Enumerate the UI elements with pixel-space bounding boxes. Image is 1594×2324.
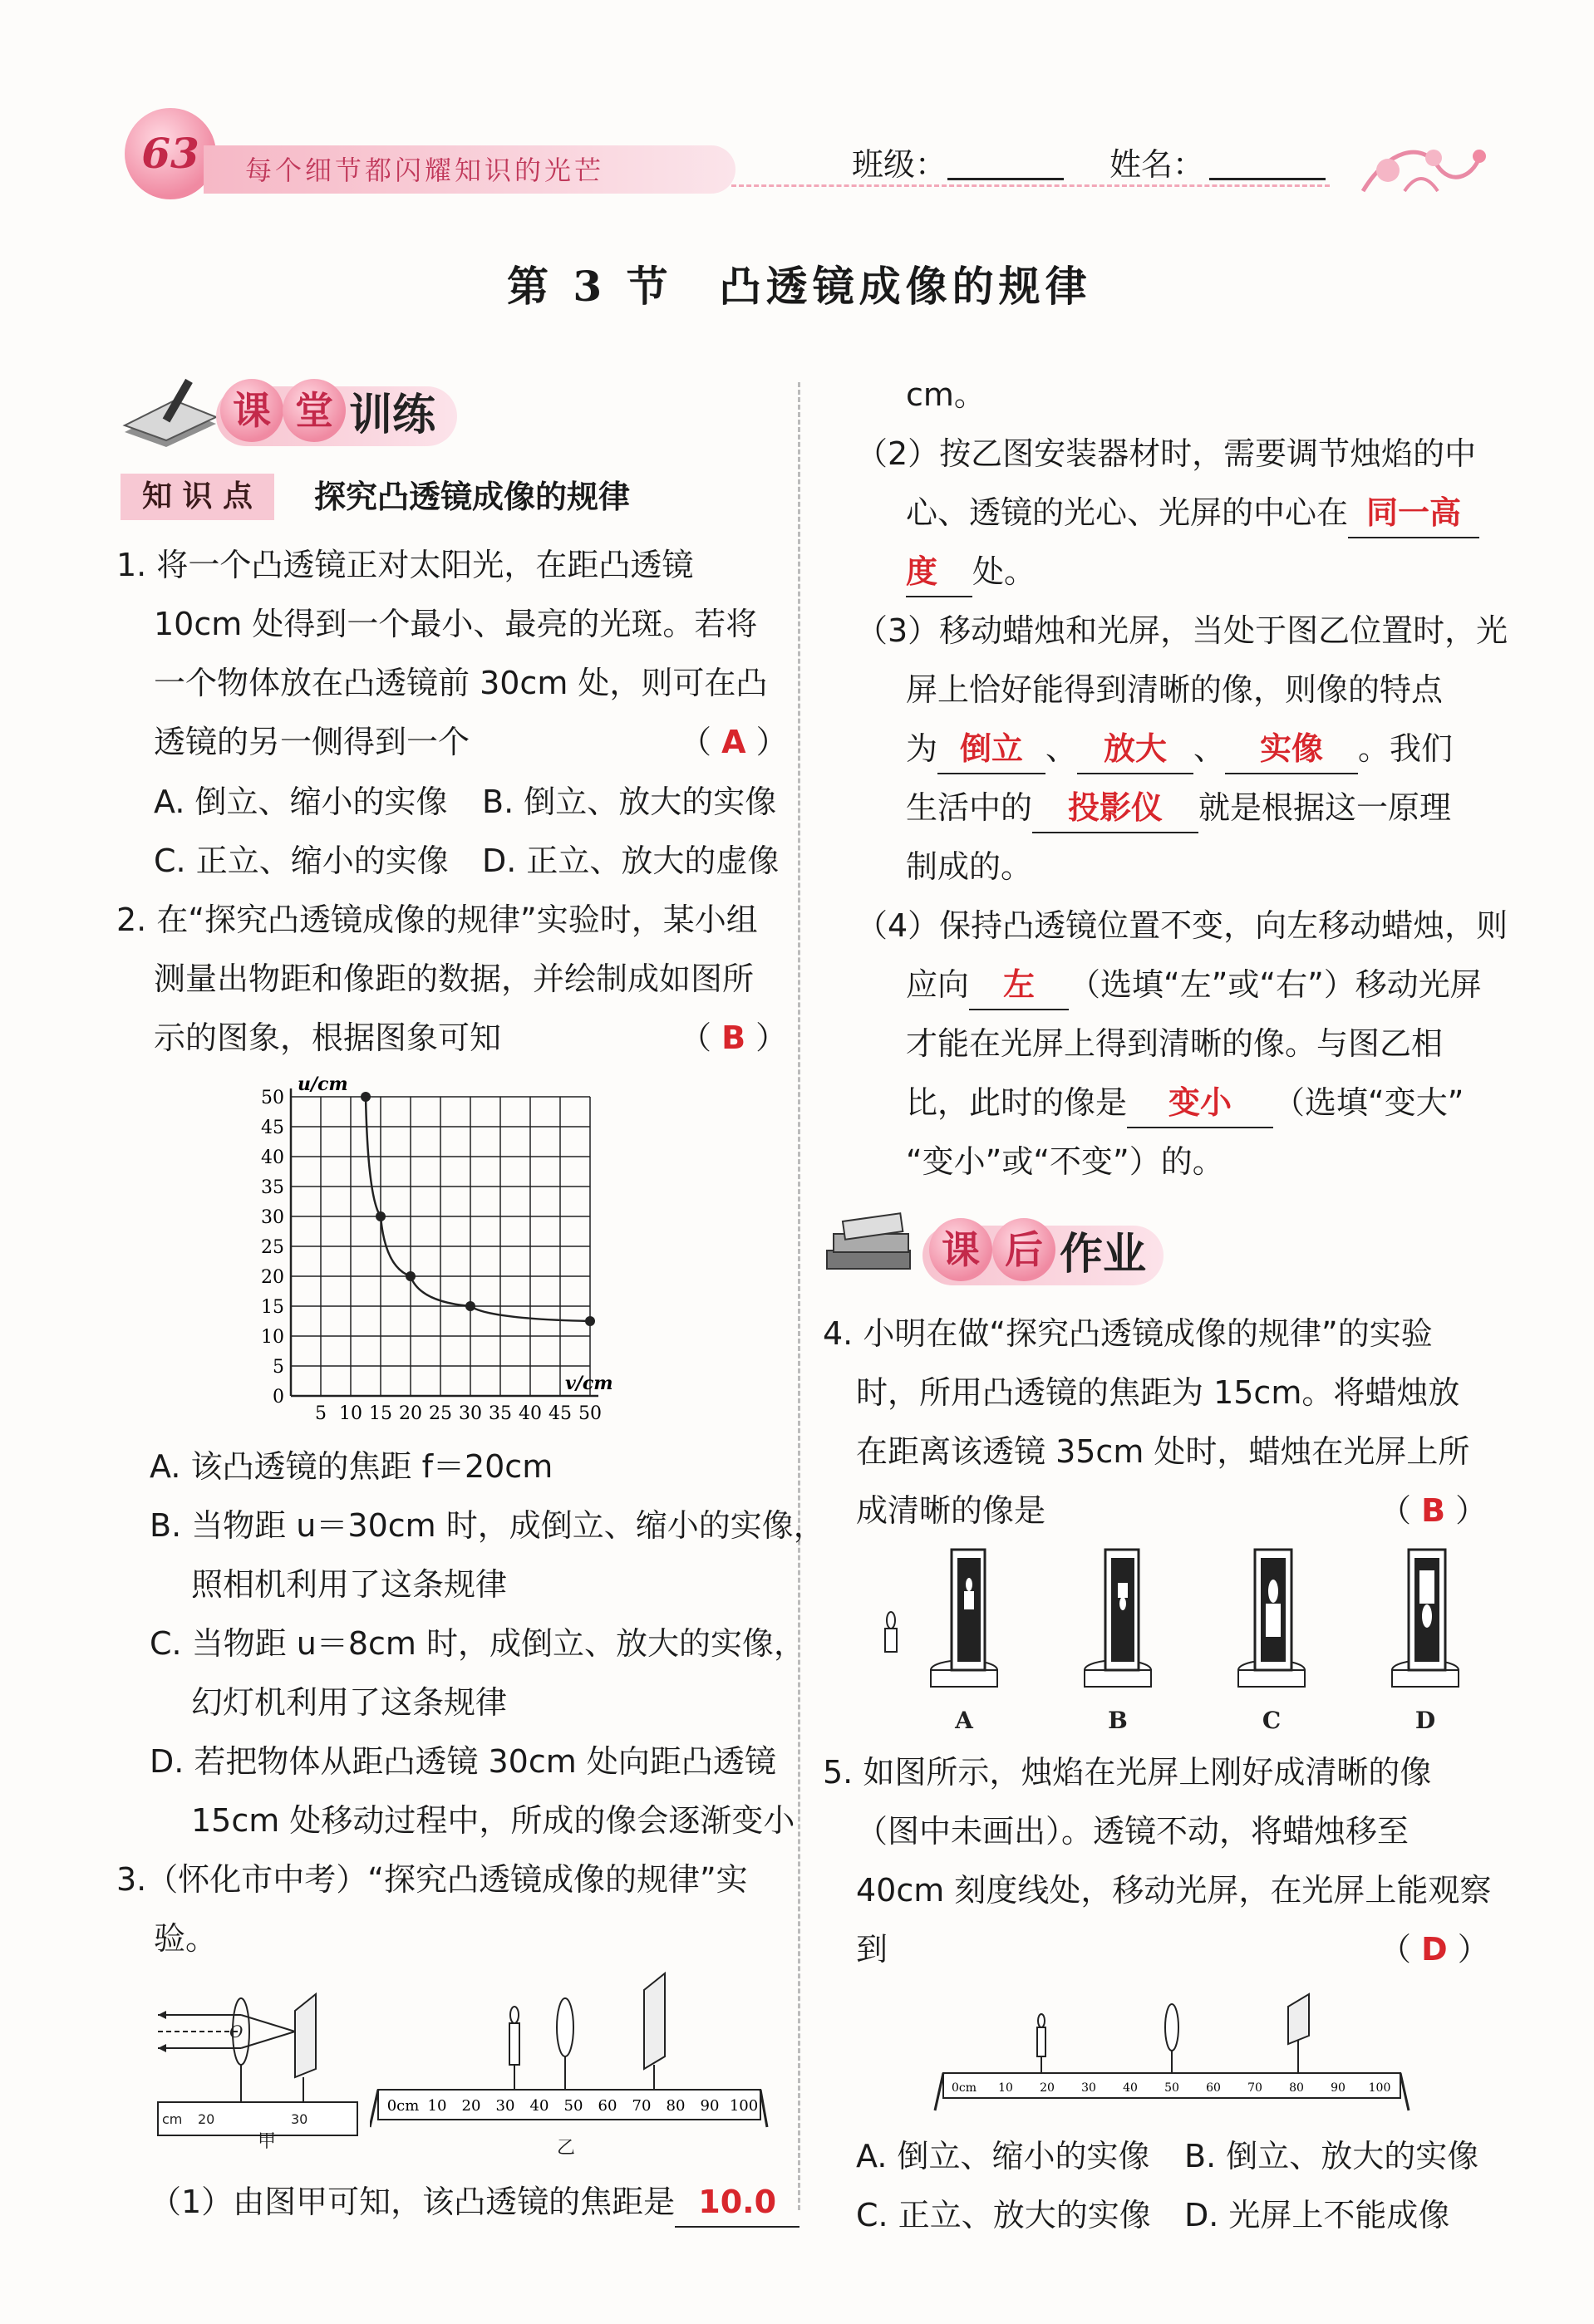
x-tick-label-1: 10 <box>339 1403 362 1424</box>
q3-sub3-answer-4: 投影仪 <box>1032 784 1198 833</box>
q5-ruler-tick-6: 60 <box>1206 2081 1221 2095</box>
q5-line-3: 40cm 刻度线处，移动光屏，在光屏上能观察 <box>856 1872 1492 1909</box>
header-dash-line <box>731 184 1330 187</box>
x-tick-label-0: 5 <box>315 1403 327 1424</box>
q2-answer-paren: （ B ） <box>680 1020 788 1056</box>
figure-jia-caption: 甲 <box>258 2131 277 2152</box>
y-tick-label-5: 25 <box>261 1237 284 1258</box>
uv-graph <box>241 1072 673 1437</box>
x-tick-label-5: 30 <box>459 1403 482 1424</box>
q5-figure <box>931 1990 1413 2115</box>
data-point-4 <box>585 1316 595 1326</box>
ruler-yi-tick-8: 80 <box>666 2097 686 2115</box>
page-title: 第 3 节 凸透镜成像的规律 <box>507 262 1092 311</box>
ruler-yi-tick-10: 100 <box>729 2097 759 2115</box>
y-tick-label-8: 40 <box>261 1147 284 1168</box>
header-slogan: 每个细节都闪耀知识的光芒 <box>245 155 605 186</box>
q3-sub2-line-3: 度 处。 <box>906 543 1036 602</box>
q2-option-d: D. 若把物体从距凸透镜 30cm 处向距凸透镜 <box>150 1743 776 1780</box>
ruler-yi-tick-5: 50 <box>563 2097 583 2115</box>
q4-line-4: 成清晰的像是 <box>856 1492 1046 1529</box>
q5-answer: D <box>1421 1931 1448 1968</box>
ruler-yi-tick-2: 20 <box>461 2097 481 2115</box>
q2-line-1: 2. 在“探究凸透镜成像的规律”实验时，某小组 <box>116 902 758 938</box>
q5-line-1: 5. 如图所示，烛焰在光屏上刚好成清晰的像 <box>823 1754 1432 1791</box>
choice-d-label: D <box>1414 1707 1436 1734</box>
q2-option-a: A. 该凸透镜的焦距 f＝20cm <box>150 1448 553 1485</box>
ruler-yi-tick-4: 40 <box>529 2097 549 2115</box>
q3-sub4-line-5: “变小”或“不变”）的。 <box>906 1143 1224 1180</box>
q2-option-b: B. 当物距 u＝30cm 时，成倒立、缩小的实像， <box>150 1507 825 1544</box>
data-point-0 <box>361 1092 371 1102</box>
choice-c-screen <box>1238 1550 1305 1687</box>
y-tick-label-6: 30 <box>261 1207 284 1228</box>
q3-sub4-line-3: 才能在光屏上得到清晰的像。与图乙相 <box>906 1025 1444 1062</box>
q3-line-2: 验。 <box>154 1920 218 1957</box>
q3-sub3-line-2: 屏上恰好能得到清晰的像，则像的特点 <box>906 671 1444 708</box>
q1-option-b: B. 倒立、放大的实像 <box>482 784 777 820</box>
q1-option-d: D. 正立、放大的虚像 <box>482 843 780 879</box>
floral-ornament-icon <box>1355 133 1496 208</box>
q5-line-2: （图中未画出）。透镜不动，将蜡烛移至 <box>856 1813 1410 1850</box>
q1-option-c: C. 正立、缩小的实像 <box>154 843 449 879</box>
q3-sub4-answer-1: 左 <box>969 961 1069 1010</box>
q3-sub3-answer-2: 放大 <box>1077 725 1193 774</box>
q3-sub3-line-5: 制成的。 <box>906 848 1033 885</box>
q4-line-3: 在距离该透镜 35cm 处时，蜡烛在光屏上所 <box>856 1433 1470 1470</box>
y-tick-label-7: 35 <box>261 1177 284 1198</box>
y-tick-label-2: 10 <box>261 1327 284 1348</box>
q3-sub4-line-2: 应向 左 （选填“左”或“右”）移动光屏 <box>906 956 1482 1015</box>
x-axis-label: v/cm <box>565 1373 613 1394</box>
x-tick-label-8: 45 <box>549 1403 572 1424</box>
q1-line-4: 透镜的另一侧得到一个 <box>154 724 470 760</box>
name-field[interactable] <box>1209 178 1326 180</box>
q5-ruler-tick-10: 100 <box>1368 2081 1391 2095</box>
q4-figure <box>873 1545 1504 1745</box>
y-tick-label-10: 50 <box>261 1088 284 1108</box>
q5-ruler-tick-1: 10 <box>998 2081 1013 2095</box>
q3-sub1 <box>150 2173 799 2232</box>
choice-b-label: B <box>1108 1707 1128 1734</box>
q3-sub1-unit: cm。 <box>906 376 986 413</box>
x-tick-label-6: 35 <box>489 1403 512 1424</box>
ruler-jia-20: 20 <box>198 2111 215 2127</box>
uv-curve <box>366 1097 590 1321</box>
ruler-yi-tick-9: 90 <box>700 2097 720 2115</box>
y-axis-label: u/cm <box>298 1074 348 1095</box>
books-icon <box>819 1209 927 1284</box>
q5-ruler-tick-5: 50 <box>1164 2081 1179 2095</box>
ruler-jia-unit: cm <box>162 2111 183 2127</box>
q1-line-3: 一个物体放在凸透镜前 30cm 处，则可在凸 <box>154 665 768 701</box>
lens-center-label: O <box>229 2022 244 2041</box>
ruler-yi-tick-7: 70 <box>632 2097 652 2115</box>
ruler-yi-tick-6: 60 <box>598 2097 617 2115</box>
ruler-yi-tick-3: 30 <box>495 2097 515 2115</box>
q2-answer: B <box>721 1020 746 1056</box>
q4-line-1: 4. 小明在做“探究凸透镜成像的规律”的实验 <box>823 1315 1433 1352</box>
q5-answer-paren: （ D ） <box>1380 1931 1489 1968</box>
classroom-label: 训练 <box>349 391 436 440</box>
q3-sub1-text: （1）由图甲可知，该凸透镜的焦距是 <box>150 2184 676 2220</box>
q2-line-2: 测量出物距和像距的数据，并绘制成如图所 <box>154 961 755 997</box>
q4-answer-paren: （ B ） <box>1380 1492 1488 1529</box>
q2-option-c-cont: 幻灯机利用了这条规律 <box>191 1684 508 1721</box>
knowledge-topic: 探究凸透镜成像的规律 <box>314 479 631 515</box>
knowledge-tag: 知 识 点 <box>121 474 274 520</box>
page-number-badge <box>125 108 216 199</box>
q3-sub3-answer-1: 倒立 <box>937 725 1045 774</box>
q1-line-1: 1. 将一个凸透镜正对太阳光，在距凸透镜 <box>116 547 694 583</box>
choice-d-screen <box>1392 1550 1459 1687</box>
choice-c-label: C <box>1262 1707 1282 1734</box>
q4-line-2: 时，所用凸透镜的焦距为 15cm。将蜡烛放 <box>856 1374 1460 1411</box>
q2-option-c: C. 当物距 u＝8cm 时，成倒立、放大的实像， <box>150 1625 806 1662</box>
q1-option-a: A. 倒立、缩小的实像 <box>154 784 448 820</box>
choice-a-screen <box>931 1550 997 1687</box>
q5-ruler-tick-2: 20 <box>1040 2081 1055 2095</box>
figure-yi-caption: 乙 <box>557 2138 576 2159</box>
classroom-badge-2: 堂 <box>283 379 346 442</box>
q3-sub2-answer-1: 同一高 <box>1348 489 1479 538</box>
q5-ruler-tick-3: 30 <box>1081 2081 1096 2095</box>
q5-ruler-tick-0: 0cm <box>951 2081 977 2095</box>
y-tick-label-9: 45 <box>261 1118 284 1138</box>
q3-sub2-line-2: 心、透镜的光心、光屏的中心在 同一高 <box>906 484 1479 543</box>
homework-badge-1: 课 <box>929 1218 992 1281</box>
q1-answer-paren: （ A ） <box>680 724 788 760</box>
x-tick-label-9: 50 <box>578 1403 602 1424</box>
q3-sub2-answer-2: 度 <box>906 548 972 597</box>
choice-a-label: A <box>955 1707 973 1734</box>
q5-ruler-tick-8: 80 <box>1289 2081 1304 2095</box>
homework-badge-2: 后 <box>992 1218 1055 1281</box>
column-divider <box>798 382 800 2210</box>
x-tick-label-2: 15 <box>369 1403 392 1424</box>
q3-sub3-line-1: （3）移动蜡烛和光屏，当处于图乙位置时，光 <box>856 612 1508 649</box>
class-field[interactable] <box>947 178 1064 180</box>
q5-ruler-tick-9: 90 <box>1331 2081 1346 2095</box>
name-label: 姓名： <box>1109 146 1205 183</box>
y-tick-label-1: 5 <box>273 1357 284 1378</box>
q5-ruler-tick-7: 70 <box>1247 2081 1262 2095</box>
q3-sub4-answer-2: 变小 <box>1127 1078 1273 1128</box>
q3-sub4-line-4: 比，此时的像是 变小 （选填“变大” <box>906 1074 1464 1133</box>
x-tick-label-4: 25 <box>429 1403 452 1424</box>
q3-sub3-line-4: 生活中的 投影仪 就是根据这一原理 <box>906 779 1451 838</box>
data-point-2 <box>406 1271 416 1281</box>
x-tick-label-7: 40 <box>519 1403 542 1424</box>
choice-b-screen <box>1085 1550 1151 1687</box>
page-number: 63 <box>141 129 199 178</box>
q5-ruler-tick-4: 40 <box>1123 2081 1138 2095</box>
q4-answer: B <box>1421 1492 1446 1529</box>
data-point-1 <box>376 1211 386 1221</box>
ruler-yi-tick-0: 0cm <box>386 2097 420 2115</box>
q3-sub1-answer: 10.0 <box>675 2178 799 2228</box>
figure-jia <box>150 1978 366 2144</box>
y-tick-label-4: 20 <box>261 1267 284 1288</box>
ruler-yi-tick-1: 10 <box>427 2097 447 2115</box>
q3-line-1: 3.（怀化市中考）“探究凸透镜成像的规律”实 <box>116 1861 748 1898</box>
book-pen-icon <box>116 374 224 449</box>
figure-yi <box>370 1965 769 2131</box>
y-tick-label-3: 15 <box>261 1297 284 1318</box>
q1-answer: A <box>721 724 746 760</box>
q5-option-a: A. 倒立、缩小的实像 <box>856 2138 1150 2174</box>
q2-option-b-cont: 照相机利用了这条规律 <box>191 1566 508 1603</box>
q3-sub4-line-1: （4）保持凸透镜位置不变，向左移动蜡烛，则 <box>856 907 1508 944</box>
q3-sub2-line-1: （2）按乙图安装器材时，需要调节烛焰的中 <box>856 435 1477 472</box>
classroom-badge-1: 课 <box>220 379 283 442</box>
homework-label: 作业 <box>1060 1230 1147 1280</box>
data-point-3 <box>465 1301 475 1311</box>
ruler-jia-30: 30 <box>291 2111 308 2127</box>
ruler-yi-labels <box>387 2097 758 2115</box>
q2-line-3: 示的图象，根据图象可知 <box>154 1020 502 1056</box>
x-tick-label-3: 20 <box>399 1403 422 1424</box>
q3-sub3-line-3: 为 倒立 、 放大 、 实像 。我们 <box>906 720 1453 779</box>
q5-option-b: B. 倒立、放大的实像 <box>1184 2138 1479 2174</box>
q3-sub3-answer-3: 实像 <box>1225 725 1358 774</box>
class-label: 班级： <box>852 146 947 183</box>
q5-line-4: 到 <box>856 1931 888 1968</box>
y-tick-label-0: 0 <box>273 1387 284 1408</box>
q1-line-2: 10cm 处得到一个最小、最亮的光斑。若将 <box>154 606 758 642</box>
q2-option-d-cont: 15cm 处移动过程中，所成的像会逐渐变小 <box>191 1802 795 1839</box>
q5-option-d: D. 光屏上不能成像 <box>1184 2197 1450 2233</box>
q5-option-c: C. 正立、放大的实像 <box>856 2197 1151 2233</box>
